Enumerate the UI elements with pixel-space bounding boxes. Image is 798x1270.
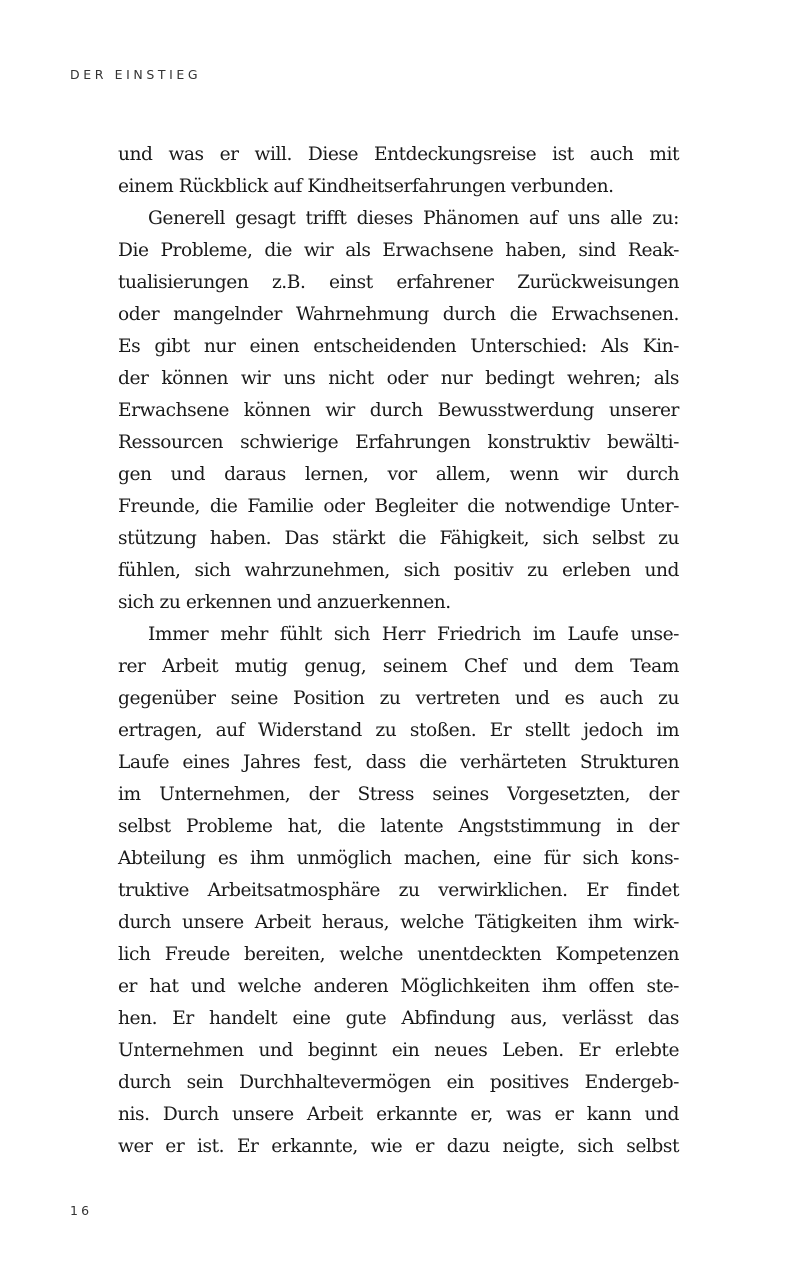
text-line: stützung haben. Das stärkt die Fähigkeit, sich selbst zu bbox=[118, 528, 679, 549]
text-line: gegenüber seine Position zu vertreten und es auch zu bbox=[118, 688, 679, 709]
text-line: Erwachsene können wir durch Bewusstwerdung unserer bbox=[118, 400, 679, 421]
text-line: oder mangelnder Wahrnehmung durch die Erwachsenen. bbox=[118, 304, 679, 325]
text-line: Freunde, die Familie oder Begleiter die notwendige Unter- bbox=[118, 496, 679, 517]
text-line: Abteilung es ihm unmöglich machen, eine für sich kons- bbox=[118, 848, 679, 869]
text-line: durch sein Durchhaltevermögen ein positives Endergeb- bbox=[118, 1072, 679, 1093]
text-line: Es gibt nur einen entscheidenden Unterschied: Als Kin- bbox=[118, 336, 679, 357]
text-line: sich zu erkennen und anzuerkennen. bbox=[118, 592, 451, 613]
page-number: 16 bbox=[70, 1203, 93, 1218]
text-line: Laufe eines Jahres fest, dass die verhärteten Strukturen bbox=[118, 752, 679, 773]
text-line: fühlen, sich wahrzunehmen, sich positiv zu erleben und bbox=[118, 560, 679, 581]
text-line: er hat und welche anderen Möglichkeiten ihm offen ste- bbox=[118, 976, 679, 997]
text-line: der können wir uns nicht oder nur bedingt wehren; als bbox=[118, 368, 679, 389]
text-line: Immer mehr fühlt sich Herr Friedrich im Laufe unse- bbox=[148, 624, 679, 645]
text-line: nis. Durch unsere Arbeit erkannte er, was er kann und bbox=[118, 1104, 679, 1125]
text-line: tualisierungen z.B. einst erfahrener Zurückweisungen bbox=[118, 272, 679, 293]
text-line: hen. Er handelt eine gute Abfindung aus, verlässt das bbox=[118, 1008, 679, 1029]
text-line: truktive Arbeitsatmosphäre zu verwirklichen. Er findet bbox=[118, 880, 679, 901]
text-line: im Unternehmen, der Stress seines Vorgesetzten, der bbox=[118, 784, 679, 805]
text-line: Unternehmen und beginnt ein neues Leben. Er erlebte bbox=[118, 1040, 679, 1061]
running-head: DER EINSTIEG bbox=[70, 67, 202, 82]
text-line: einem Rückblick auf Kindheitserfahrungen verbunden. bbox=[118, 176, 614, 197]
text-line: selbst Probleme hat, die latente Angststimmung in der bbox=[118, 816, 679, 837]
text-line: durch unsere Arbeit heraus, welche Tätigkeiten ihm wirk- bbox=[118, 912, 679, 933]
body-text bbox=[118, 139, 679, 1163]
text-line: Die Probleme, die wir als Erwachsene haben, sind Reak- bbox=[118, 240, 679, 261]
text-line: und was er will. Diese Entdeckungsreise ist auch mit bbox=[118, 144, 679, 165]
text-line: Ressourcen schwierige Erfahrungen konstruktiv bewälti- bbox=[118, 432, 679, 453]
text-line: gen und daraus lernen, vor allem, wenn wir durch bbox=[118, 464, 679, 485]
text-line: ertragen, auf Widerstand zu stoßen. Er stellt jedoch im bbox=[118, 720, 679, 741]
text-line: lich Freude bereiten, welche unentdeckten Kompetenzen bbox=[118, 944, 679, 965]
text-line: Generell gesagt trifft dieses Phänomen auf uns alle zu: bbox=[148, 208, 679, 229]
text-line: wer er ist. Er erkannte, wie er dazu neigte, sich selbst bbox=[118, 1136, 679, 1157]
text-line: rer Arbeit mutig genug, seinem Chef und dem Team bbox=[118, 656, 679, 677]
